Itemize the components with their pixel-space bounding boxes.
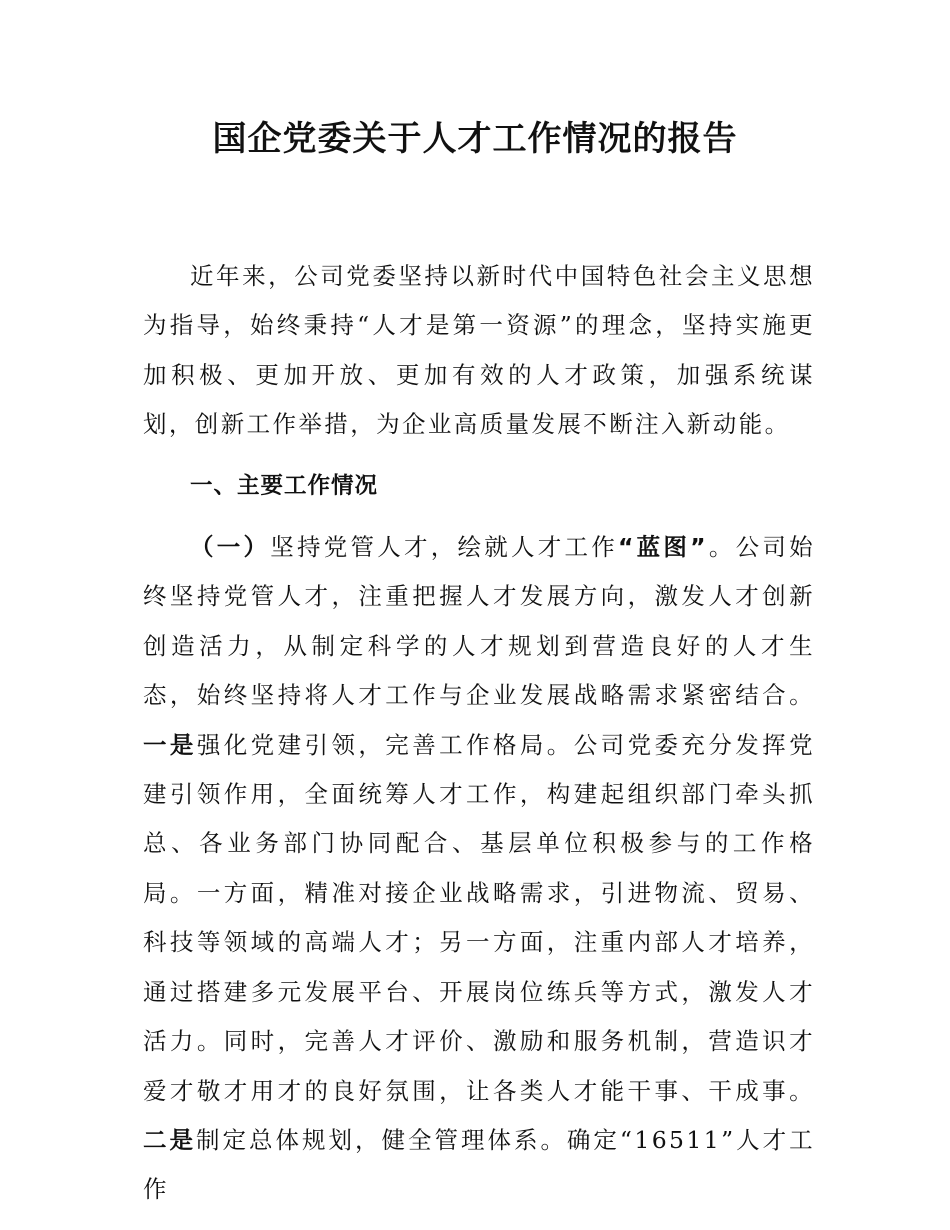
- point-lead-2: 二是: [143, 1125, 196, 1154]
- point-text-2: 制定总体规划，健全管理体系。确定“16511”人才工作: [143, 1125, 815, 1204]
- point-text-1: 强化党建引领，完善工作格局。公司党委充分发挥党建引领作用，全面统筹人才工作，构建起组织部门牵头抓总、各业务部门协同配合、基层单位积极参与的工作格局。一方面，精准对接企业战略需求，引进物流、贸易、科技等领域的高端人才；另一方面，注重内部人才培养，通过搭建多元发展平台、开展岗位练兵等方式，激发人才活力。同时，完善人才评价、激励和服务机制，营造识才爱才敬才用才的良好氛围，让各类人才能干事、干成事。: [143, 730, 815, 1105]
- subsection-number: （一）: [190, 533, 271, 562]
- subsection-paragraph: [143, 523, 815, 1215]
- section-heading: 一、主要工作情况: [190, 472, 379, 499]
- point-lead-1: 一是: [143, 730, 197, 759]
- intro-paragraph: 近年来，公司党委坚持以新时代中国特色社会主义思想为指导，始终秉持“人才是第一资源”的理念，坚持实施更加积极、更加开放、更加有效的人才政策，加强系统谋划，创新工作举措，为企业高质量发展不断注入新动能。: [143, 262, 815, 439]
- document-body: [143, 252, 815, 1215]
- subsection-text: 。公司始终坚持党管人才，注重把握人才发展方向，激发人才创新创造活力，从制定科学的人才规划到营造良好的人才生态，始终坚持将人才工作与企业发展战略需求紧密结合。: [143, 533, 815, 710]
- subsection-heading-quote: “蓝图”: [617, 533, 708, 562]
- subsection-heading: 坚持党管人才，绘就人才工作: [270, 533, 618, 562]
- document-title: 国企党委关于人才工作情况的报告: [212, 119, 738, 159]
